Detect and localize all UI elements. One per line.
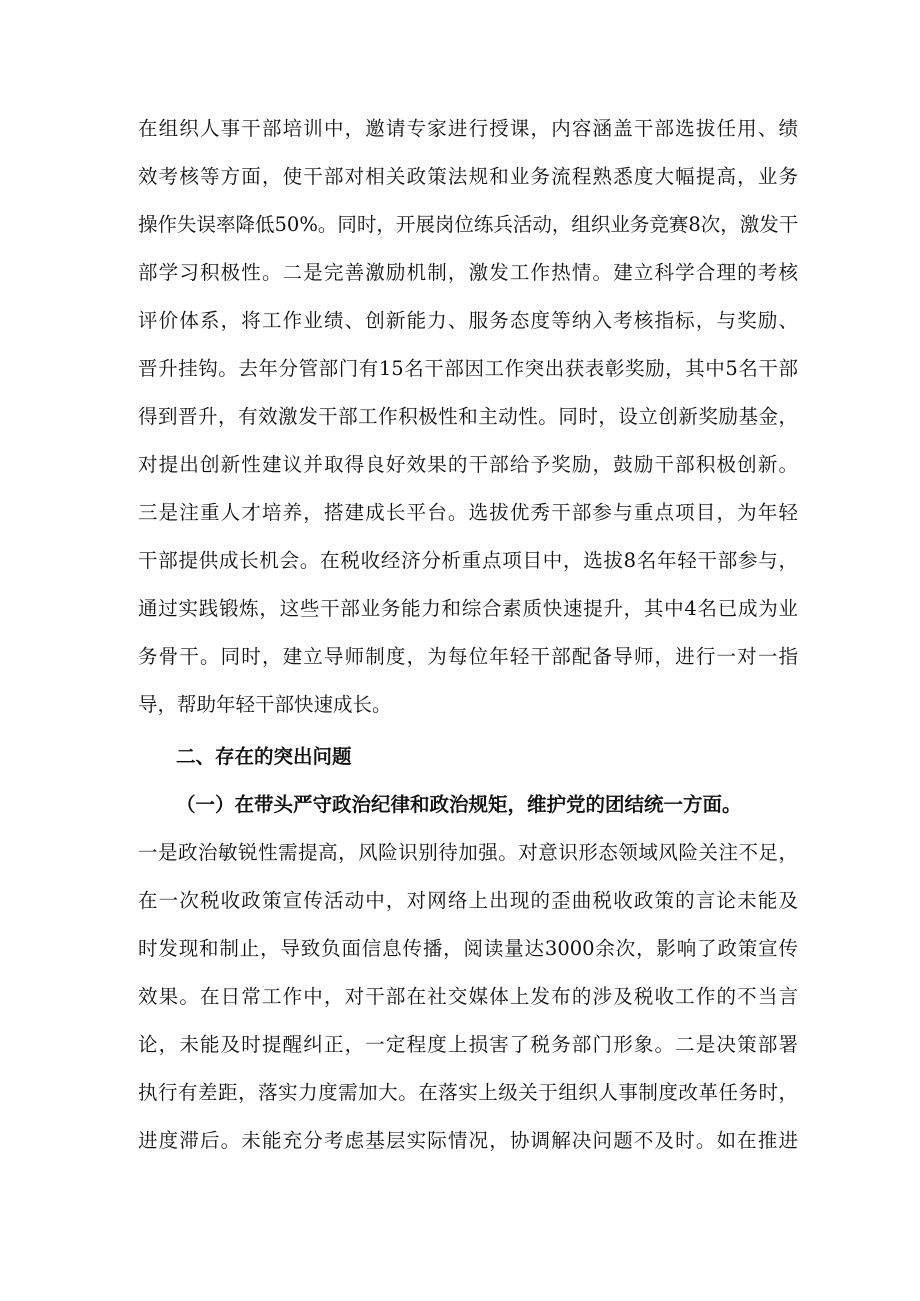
paragraph-line: 进度滞后。未能充分考虑基层实际情况，协调解决问题不及时。如在推进	[138, 1129, 798, 1152]
paragraph-line: 在一次税收政策宣传活动中，对网络上出现的歪曲税收政策的言论未能及	[138, 889, 798, 912]
paragraph-line: 导，帮助年轻干部快速成长。	[138, 693, 392, 716]
paragraph-line: 干部提供成长机会。在税收经济分析重点项目中，选拔8名年轻干部参与，	[138, 549, 798, 572]
paragraph-line: 操作失误率降低50%。同时，开展岗位练兵活动，组织业务竞赛8次，激发干	[138, 213, 799, 236]
paragraph-line: 效考核等方面，使干部对相关政策法规和业务流程熟悉度大幅提高，业务	[138, 165, 798, 188]
section-heading: 二、存在的突出问题	[176, 745, 352, 768]
paragraph-line: 晋升挂钩。去年分管部门有15名干部因工作突出获表彰奖励，其中5名干部	[138, 357, 798, 380]
paragraph-line: 务骨干。同时，建立导师制度，为每位年轻干部配备导师，进行一对一指	[138, 645, 798, 668]
paragraph-line: 一是政治敏锐性需提高，风险识别待加强。对意识形态领域风险关注不足，	[138, 841, 798, 864]
paragraph-line: 三是注重人才培养，搭建成长平台。选拔优秀干部参与重点项目，为年轻	[138, 501, 798, 524]
paragraph-line: 评价体系，将工作业绩、创新能力、服务态度等纳入考核指标，与奖励、	[138, 309, 798, 332]
sub-heading: （一）在带头严守政治纪律和政治规矩，维护党的团结统一方面。	[176, 793, 742, 816]
paragraph-line: 时发现和制止，导致负面信息传播，阅读量达3000余次，影响了政策宣传	[138, 937, 798, 960]
paragraph-line: 对提出创新性建议并取得良好效果的干部给予奖励，鼓励干部积极创新。	[138, 453, 798, 476]
paragraph-line: 执行有差距，落实力度需加大。在落实上级关于组织人事制度改革任务时，	[138, 1081, 798, 1104]
paragraph-line: 论，未能及时提醒纠正，一定程度上损害了税务部门形象。二是决策部署	[138, 1033, 798, 1056]
paragraph-line: 得到晋升，有效激发干部工作积极性和主动性。同时，设立创新奖励基金，	[138, 405, 798, 428]
paragraph-line: 效果。在日常工作中，对干部在社交媒体上发布的涉及税收工作的不当言	[138, 985, 798, 1008]
paragraph-line: 在组织人事干部培训中，邀请专家进行授课，内容涵盖干部选拔任用、绩	[138, 117, 798, 140]
paragraph-line: 通过实践锻炼，这些干部业务能力和综合素质快速提升，其中4名已成为业	[138, 597, 798, 620]
paragraph-line: 部学习积极性。二是完善激励机制，激发工作热情。建立科学合理的考核	[138, 261, 798, 284]
